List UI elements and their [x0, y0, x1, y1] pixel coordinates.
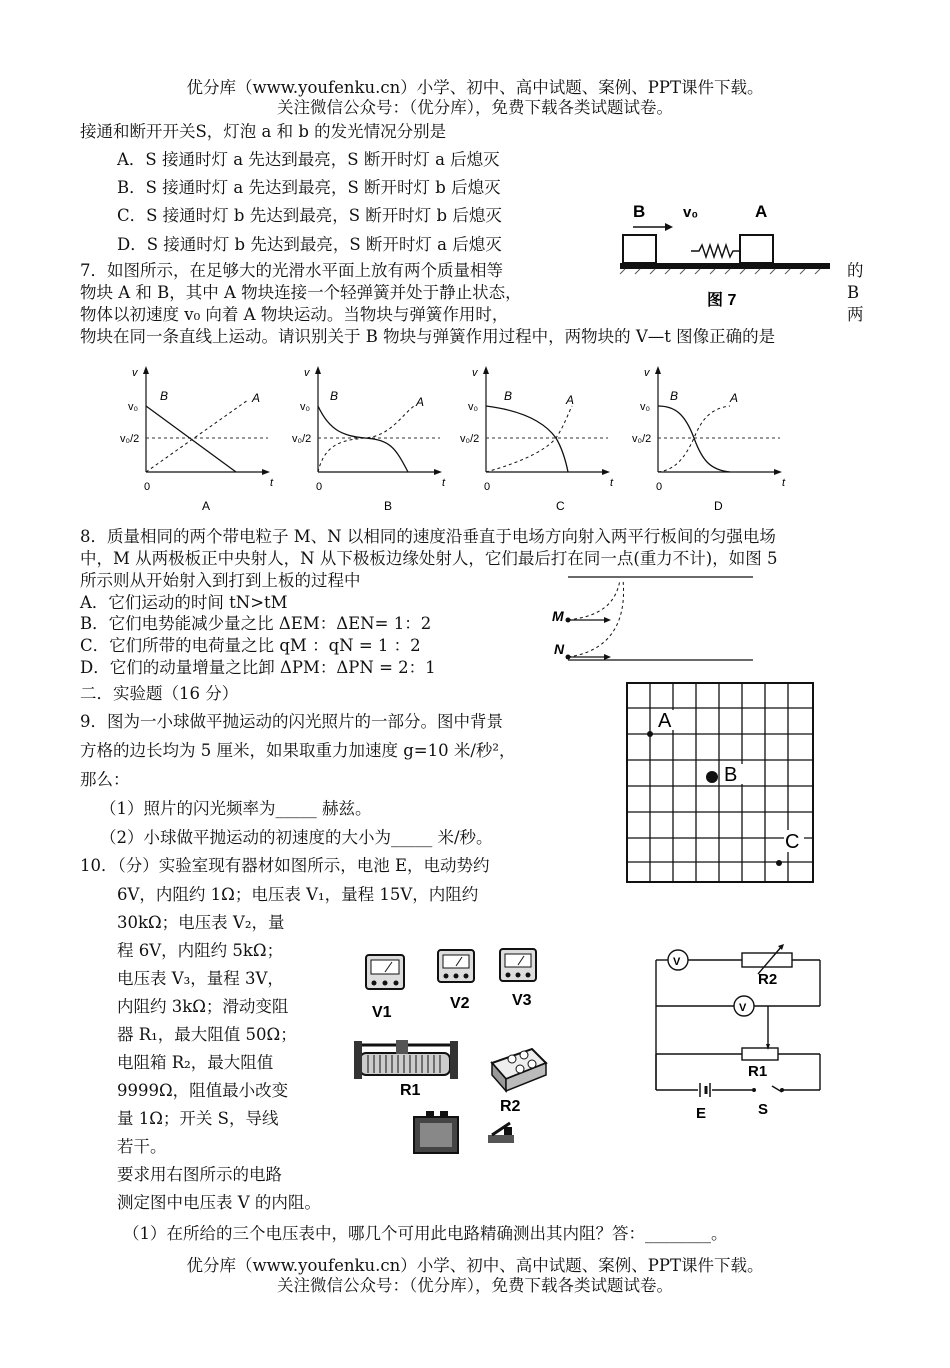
- q10-col-9: 若干。: [117, 1137, 167, 1156]
- fig7-label-a: A: [755, 202, 768, 221]
- q6-option-d: D．S 接通时灯 b 先达到最亮，S 断开时灯 a 后熄灭: [117, 235, 502, 254]
- voltmeter-v1-icon: [366, 955, 404, 989]
- flash-photo-grid: [626, 682, 816, 884]
- svg-text:v: v: [472, 367, 478, 379]
- q7-line-2: 物块 A 和 B，其中 A 物块连接一个轻弹簧并处于静止状态，: [80, 283, 522, 302]
- equip-label-v3: V3: [512, 992, 532, 1009]
- footer-line-2: 关注微信公众号：（优分库），免费下载各类试题试卷。: [277, 1276, 673, 1295]
- svg-text:0: 0: [656, 481, 663, 493]
- q7-line-2-end: B: [847, 283, 860, 302]
- q9-sub-2: （2）小球做平抛运动的初速度的大小为_____ 米/秒。: [100, 828, 493, 847]
- ball-a: [647, 731, 653, 737]
- fig7-block-b: [623, 235, 656, 263]
- q7-line-3-end: 两: [847, 305, 864, 324]
- q10-sub-1: （1）在所给的三个电压表中，哪几个可用此电路精确测出其内阻？答：________。: [123, 1224, 728, 1243]
- q8-option-c: C．它们所带的电荷量之比 qM ：qN = 1 ：2: [80, 636, 421, 655]
- vt-graph-c: [460, 366, 614, 513]
- svg-text:v: v: [132, 367, 138, 379]
- header-line-2: 关注微信公众号：（优分库），免费下载各类试题试卷。: [277, 98, 673, 117]
- fig7-label-v0: v₀: [683, 204, 699, 221]
- q9-line-3: 那么：: [80, 770, 130, 789]
- switch-icon: [488, 1123, 514, 1143]
- q10-col-10: 要求用右图所示的电路: [117, 1165, 282, 1184]
- svg-text:v₀: v₀: [128, 401, 139, 413]
- q10-col-11: 测定图中电压表 V 的内阻。: [117, 1193, 321, 1212]
- q10-col-8: 量 1Ω；开关 S，导线: [117, 1109, 279, 1128]
- ball-b: [706, 771, 718, 783]
- q7-line-4: 物块在同一条直线上运动。请识别关于 B 物块与弹簧作用过程中，两物块的 V—t 图像正确的是: [80, 327, 776, 346]
- svg-text:v₀/2: v₀/2: [632, 433, 652, 445]
- footer-line-1: 优分库（www.youfenku.cn）小学、初中、高中试题、案例、PPT课件下载。: [186, 1256, 764, 1275]
- vt-graph-b: [292, 366, 446, 513]
- svg-text:A: A: [252, 391, 261, 405]
- svg-text:A: A: [566, 393, 575, 407]
- svg-text:v₀/2: v₀/2: [292, 433, 312, 445]
- battery-icon: [414, 1111, 458, 1153]
- q7-line-1: 7．如图所示，在足够大的光滑水平面上放有两个质量相等: [80, 261, 503, 280]
- section-2-title: 二．实验题（16 分）: [80, 684, 239, 703]
- equip-label-v2: V2: [450, 995, 470, 1012]
- ball-c: [776, 860, 782, 866]
- circuit-label-s: S: [758, 1101, 769, 1118]
- svg-text:t: t: [442, 477, 446, 489]
- figure-5-plates: [548, 572, 758, 667]
- equip-label-v1: V1: [372, 1004, 392, 1021]
- fig7-spring: [691, 245, 740, 257]
- q9-sub-1: （1）照片的闪光频率为_____ 赫兹。: [100, 799, 372, 818]
- q10-col-3: 电压表 V₃，量程 3V，: [117, 969, 284, 988]
- label-m: M: [552, 608, 564, 624]
- q10-line-2: 6V，内阻约 1Ω；电压表 V₁，量程 15V，内阻约: [117, 885, 479, 904]
- svg-text:0: 0: [316, 481, 323, 493]
- q8-option-d: D．它们的动量增量之比卸 ΔPM：ΔPN = 2：1: [80, 658, 436, 677]
- q7-line-3: 物体以初速度 v₀ 向着 A 物块运动。当物块与弹簧作用时，: [80, 305, 509, 324]
- fig7-caption: 图 7: [707, 292, 737, 309]
- q10-col-4: 内阻约 3kΩ；滑动变阻: [117, 997, 289, 1016]
- q9-line-1: 9．图为一小球做平抛运动的闪光照片的一部分。图中背景: [80, 712, 503, 731]
- svg-text:v₀: v₀: [468, 401, 479, 413]
- equipment-figure: [352, 945, 552, 1160]
- svg-text:v: v: [304, 367, 310, 379]
- circuit-label-v-top: V: [673, 956, 681, 968]
- resistance-box-r2-icon: [492, 1049, 546, 1091]
- q10-col-6: 电阻箱 R₂，最大阻值: [117, 1053, 274, 1072]
- svg-text:v: v: [644, 367, 650, 379]
- svg-text:B: B: [504, 389, 513, 403]
- vt-graph-d-label: D: [714, 499, 723, 513]
- vt-graph-a-label: A: [202, 499, 211, 513]
- figure-7: [615, 195, 840, 310]
- svg-text:B: B: [160, 389, 169, 403]
- q6-option-a: A．S 接通时灯 a 先达到最亮，S 断开时灯 a 后熄灭: [117, 150, 500, 169]
- fig7-block-a: [740, 235, 773, 263]
- svg-text:v₀/2: v₀/2: [120, 433, 140, 445]
- q6-stem: 接通和断开开关S，灯泡 a 和 b 的发光情况分别是: [80, 122, 447, 141]
- grid-label-b: B: [724, 764, 738, 786]
- q7-line-1-end: 的: [847, 261, 864, 280]
- q8-line-3: 所示则从开始射入到打到上板的过程中: [80, 571, 361, 590]
- q8-line-2: 中，M 从两极板正中央射人，N 从下极板边缘处射人，它们最后打在同一点(重力不计)，如图 5: [80, 549, 778, 568]
- equip-label-r2: R2: [500, 1098, 521, 1115]
- q9-line-2: 方格的边长均为 5 厘米，如果取重力加速度 g=10 米/秒²，: [80, 741, 516, 760]
- circuit-label-v-mid: V: [739, 1002, 747, 1014]
- svg-text:A: A: [416, 395, 425, 409]
- equip-label-r1: R1: [400, 1082, 421, 1099]
- svg-text:0: 0: [484, 481, 491, 493]
- q7-vt-graphs: [118, 362, 798, 517]
- svg-text:B: B: [670, 389, 679, 403]
- fig7-ground: [620, 263, 830, 269]
- q8-option-a: A．它们运动的时间 tN>tM: [80, 593, 288, 612]
- grid-label-a: A: [658, 710, 672, 732]
- svg-text:A: A: [730, 391, 739, 405]
- q10-col-1: 30kΩ；电压表 V₂，量: [117, 913, 285, 932]
- voltmeter-v3-icon: [500, 949, 536, 981]
- circuit-label-r1: R1: [748, 1063, 768, 1080]
- q10-col-2: 程 6V，内阻约 5kΩ；: [117, 941, 284, 960]
- svg-text:0: 0: [144, 481, 151, 493]
- q6-option-b: B．S 接通时灯 a 先达到最亮，S 断开时灯 b 后熄灭: [117, 178, 501, 197]
- voltmeter-v2-icon: [438, 950, 474, 982]
- header-line-1: 优分库（www.youfenku.cn）小学、初中、高中试题、案例、PPT课件下载。: [186, 78, 764, 97]
- vt-graph-a: [120, 366, 274, 513]
- fig7-label-b: B: [633, 202, 646, 221]
- svg-text:t: t: [782, 477, 786, 489]
- q10-col-7: 9999Ω，阻值最小改变: [117, 1081, 289, 1100]
- svg-text:v₀: v₀: [300, 401, 311, 413]
- q8-option-b: B．它们电势能减少量之比 ΔEM：ΔEN= 1：2: [80, 614, 432, 633]
- vt-graph-b-label: B: [384, 499, 393, 513]
- svg-text:B: B: [330, 389, 339, 403]
- q10-col-5: 器 R₁，最大阻值 50Ω；: [117, 1025, 297, 1044]
- circuit-label-e: E: [696, 1105, 707, 1122]
- circuit-label-r2: R2: [758, 971, 778, 988]
- svg-text:v₀/2: v₀/2: [460, 433, 480, 445]
- svg-text:t: t: [610, 477, 614, 489]
- label-n: N: [554, 641, 565, 657]
- circuit-diagram: [648, 940, 833, 1125]
- vt-graph-d: [632, 366, 786, 513]
- vt-graph-c-label: C: [556, 499, 565, 513]
- q6-option-c: C．S 接通时灯 b 先达到最亮，S 断开时灯 b 后熄灭: [117, 206, 502, 225]
- svg-text:v₀: v₀: [640, 401, 651, 413]
- rheostat-r1-icon: [354, 1040, 458, 1079]
- q8-line-1: 8．质量相同的两个带电粒子 M、N 以相同的速度沿垂直于电场方向射入两平行板间的匀强电场: [80, 527, 776, 546]
- grid-label-c: C: [785, 831, 800, 853]
- q10-line-1: 10．（分）实验室现有器材如图所示，电池 E，电动势约: [80, 856, 490, 875]
- svg-text:t: t: [270, 477, 274, 489]
